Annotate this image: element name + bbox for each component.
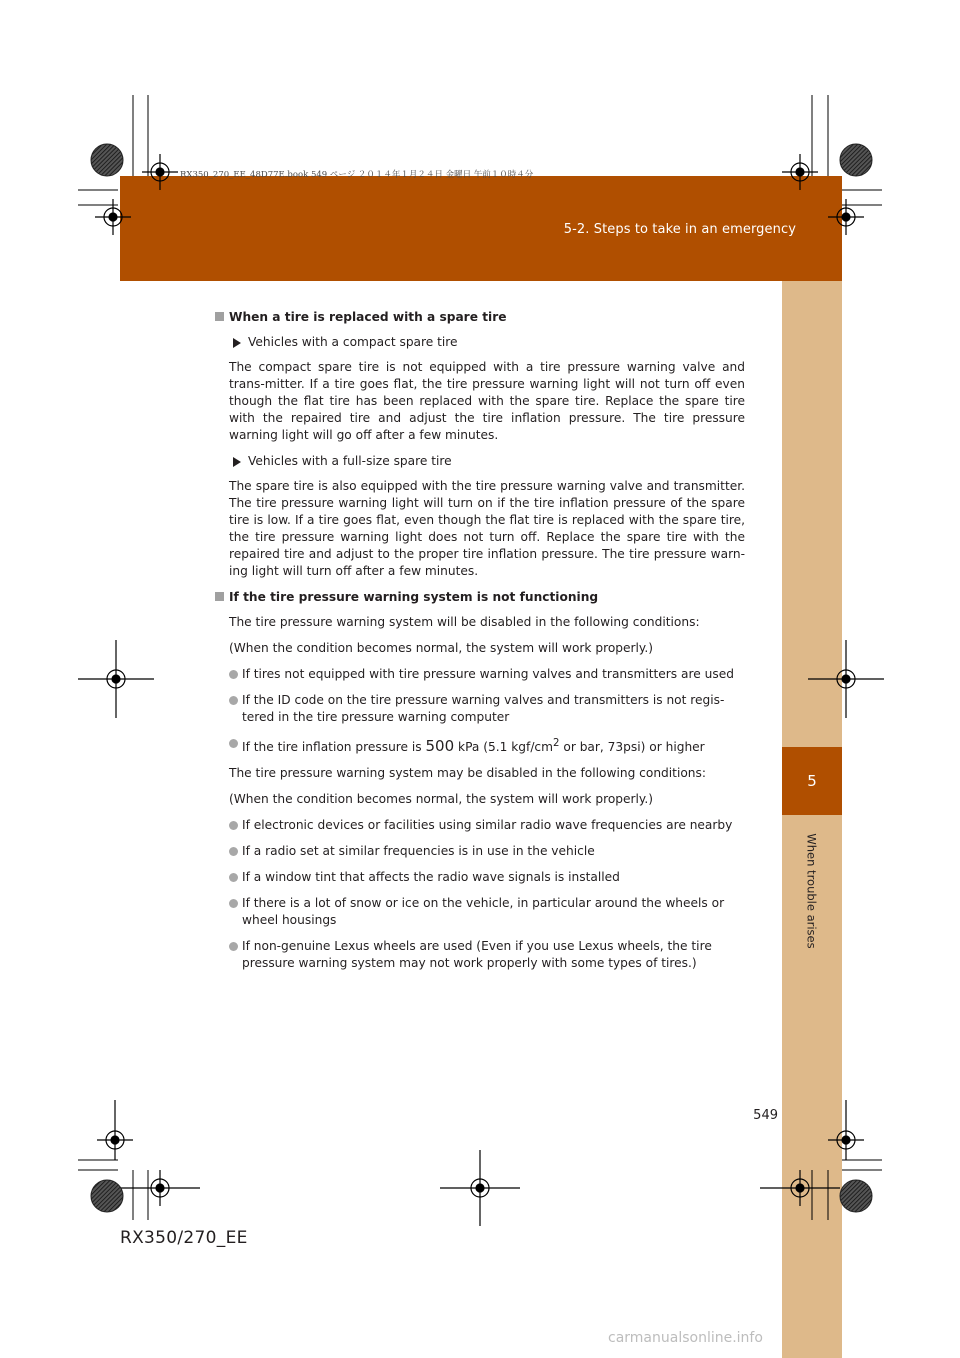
registration-mark-icon — [78, 640, 154, 718]
round-bullet-icon — [229, 873, 238, 882]
compact-spare-label: Vehicles with a compact spare tire — [215, 334, 745, 351]
round-bullet-icon — [229, 942, 238, 951]
list-item: If a window tint that affects the radio wave signals is installed — [215, 869, 745, 886]
list-item: If a radio set at similar frequencies is in use in the vehicle — [215, 843, 745, 860]
square-bullet-icon — [215, 592, 224, 601]
list-item: If tires not equipped with tire pressure warning valves and transmitters are used — [215, 666, 745, 683]
disabled-note: (When the condition becomes normal, the system will work properly.) — [229, 641, 654, 655]
square-bullet-icon — [215, 312, 224, 321]
side-column — [782, 281, 842, 1358]
fullsize-spare-label: Vehicles with a full-size spare tire — [215, 453, 745, 470]
color-bar-disc-icon — [840, 144, 872, 176]
triangle-arrow-icon — [233, 457, 241, 467]
list-item: If the ID code on the tire pressure warning valves and transmitters is not regis-tered in the tire pressure warning computer — [215, 692, 745, 726]
round-bullet-icon — [229, 670, 238, 679]
registration-mark-icon — [120, 1170, 200, 1206]
section-title: 5-2. Steps to take in an emergency — [563, 222, 796, 237]
header-band — [120, 176, 842, 281]
registration-mark-icon — [97, 1100, 133, 1160]
color-bar-disc-icon — [91, 1180, 123, 1212]
main-content — [215, 309, 745, 981]
round-bullet-icon — [229, 696, 238, 705]
chapter-label — [783, 826, 841, 956]
page-number: 549 — [753, 1108, 778, 1123]
round-bullet-icon — [229, 739, 238, 748]
triangle-arrow-icon — [233, 338, 241, 348]
chapter-number: 5 — [807, 772, 817, 790]
may-disable-intro: The tire pressure warning system may be disabled in the following conditions: — [229, 766, 706, 781]
color-bar-disc-icon — [840, 1180, 872, 1212]
fullsize-spare-paragraph: The spare tire is also equipped with the tire pressure warning valve and transmitter. The tire pressure warning light will turn on if the tire inflation pressure of the spare tire is low. If a tire goes flat, even though the flat tire is replaced with the spare tire, the tire pressure warning light does not turn off. Replace the spare tire with the repaired tire and adjust to the proper tire inflation pressure. The tire pressure warn-ing light will turn off after a few minutes. — [229, 479, 745, 578]
registration-mark-icon — [440, 1150, 520, 1226]
section-heading-not-functioning: If the tire pressure warning system is not functioning — [215, 589, 745, 606]
watermark: carmanualsonline.info — [608, 1330, 763, 1346]
chapter-number-tab[interactable] — [782, 747, 842, 815]
color-bar-disc-icon — [91, 144, 123, 176]
round-bullet-icon — [229, 847, 238, 856]
superscript: 2 — [553, 738, 560, 749]
round-bullet-icon — [229, 899, 238, 908]
may-disable-note: (When the condition becomes normal, the system will work properly.) — [229, 792, 654, 807]
list-item: If non-genuine Lexus wheels are used (Even if you use Lexus wheels, the tire pressure warning system may not work properly with some types of tires.) — [215, 938, 745, 972]
round-bullet-icon — [229, 821, 238, 830]
disabled-intro: The tire pressure warning system will be disabled in the following conditions: — [229, 615, 700, 629]
pressure-value: 500 — [425, 737, 455, 756]
chapter-label-text: When trouble arises — [805, 833, 819, 949]
print-stamp: RX350_270_EE_48D77E.book 549 ページ ２０１４年１月２４日 金曜日 午前１０時４分 — [180, 170, 534, 180]
list-item-pressure: If the tire inflation pressure is 500 kPa (5.1 kgf/$cm^2$ or bar, 73psi) or higher — [215, 735, 745, 756]
list-item: If electronic devices or facilities using similar radio wave frequencies are nearby — [215, 817, 745, 834]
list-item: If there is a lot of snow or ice on the vehicle, in particular around the wheels or wheel housings — [215, 895, 745, 929]
model-code: RX350/270_EE — [120, 1228, 248, 1248]
compact-spare-paragraph: The compact spare tire is not equipped with a tire pressure warning valve and trans-mitter. If a tire goes flat, the tire pressure warning light will not turn off even though the flat tire has been replaced with the spare tire. Replace the spare tire with the repaired tire and adjust the tire inflation pressure. The tire pressure warning light will go off after a few minutes. — [229, 360, 745, 442]
section-heading-spare-tire: When a tire is replaced with a spare tire — [215, 309, 745, 326]
